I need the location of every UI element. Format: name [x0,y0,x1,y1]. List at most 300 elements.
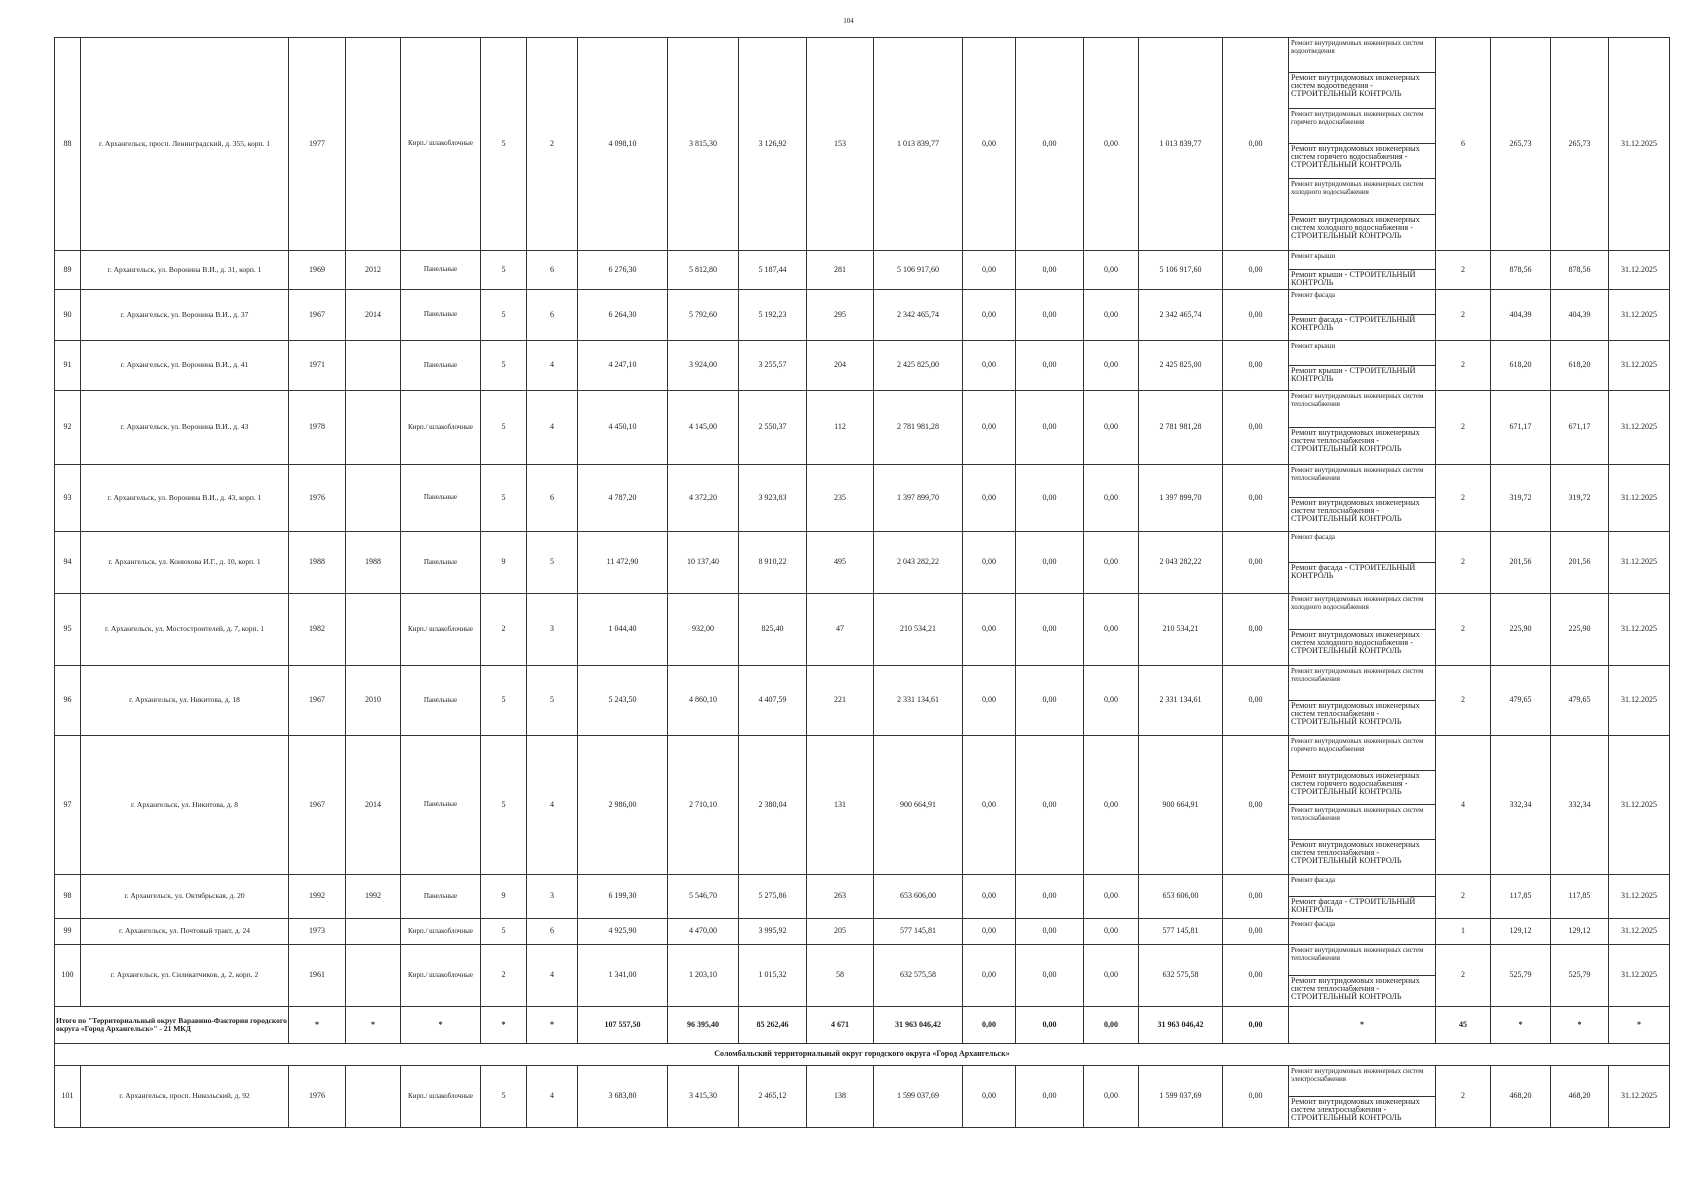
unit-cost-cell: 479,65 [1491,666,1551,736]
fund-share-cell: 0,00 [963,945,1016,1007]
row-number: 88 [55,38,81,251]
region-share-cell: 0,00 [1016,945,1084,1007]
entrances-cell: 6 [527,251,578,290]
local-share-cell: 0,00 [1084,594,1139,666]
unit-cost-cell: 201,56 [1491,532,1551,594]
other-share-cell: 0,00 [1223,666,1289,736]
work-item: Ремонт фасада [1291,920,1336,928]
unit-cost-cell: 319,72 [1491,465,1551,532]
local-share-cell: 0,00 [1084,290,1139,341]
fund-share-cell: 0,00 [963,666,1016,736]
address-cell: г. Архангельск, ул. Никитова, д. 18 [81,666,289,736]
owners-share-cell: 2 043 282,22 [1139,532,1223,594]
entrances-cell: 4 [527,341,578,391]
year-built-cell: 1967 [289,290,346,341]
entrances-cell: 5 [527,532,578,594]
total-label: Итого по "Территориальный округ Варавино-Фактория городского округа «Город Архангельск»" - 21 МКД [55,1007,289,1044]
area-total-cell: 4 247,10 [578,341,668,391]
wall-material-cell: Панельные [401,341,481,391]
floors-cell: 2 [481,594,527,666]
entrances-cell: 4 [527,1066,578,1128]
deadline-cell: 31.12.2025 [1609,875,1670,919]
deadline-cell: 31.12.2025 [1609,1066,1670,1128]
year-built-cell: 1988 [289,532,346,594]
local-share-cell: 0,00 [1084,465,1139,532]
row-number: 98 [55,875,81,919]
table-row [55,341,1670,391]
area-living-cell: 4 145,00 [668,391,739,465]
wall-material-cell: Панельные [401,875,481,919]
unit-cost-cell: 404,39 [1491,290,1551,341]
entrances-cell: 4 [527,945,578,1007]
local-share-cell: 0,00 [1084,666,1139,736]
deadline-cell: 31.12.2025 [1609,736,1670,875]
residents-cell: 138 [807,1066,874,1128]
region-share-cell: 0,00 [1016,391,1084,465]
works-list [1289,919,1436,945]
area-residential-cell: 5 187,44 [739,251,807,290]
total-star: * [1491,1007,1551,1044]
wall-material-cell: Панельные [401,290,481,341]
deadline-cell: 31.12.2025 [1609,666,1670,736]
work-item: Ремонт фасада [1289,290,1435,315]
cost-total-cell: 2 781 981,28 [874,391,963,465]
table-row [55,532,1670,594]
fund-share-cell: 0,00 [963,341,1016,391]
local-share-cell: 0,00 [1084,875,1139,919]
cost-total-cell: 2 043 282,22 [874,532,963,594]
unit-cost-cell: 129,12 [1491,919,1551,945]
owners-share-cell: 632 575,58 [1139,945,1223,1007]
row-number: 94 [55,532,81,594]
year-built-cell: 1967 [289,736,346,875]
local-share-cell: 0,00 [1084,919,1139,945]
work-item: Ремонт крыши - СТРОИТЕЛЬНЫЙ КОНТРОЛЬ [1291,365,1416,383]
area-residential-cell: 8 910,22 [739,532,807,594]
wall-material-cell: Панельные [401,666,481,736]
works-count-cell: 2 [1436,251,1491,290]
residents-cell: 205 [807,919,874,945]
total-region: 0,00 [1016,1007,1084,1044]
floors-cell: 5 [481,341,527,391]
unit-cost-cell: 525,79 [1491,945,1551,1007]
local-share-cell: 0,00 [1084,251,1139,290]
year-built-cell: 1976 [289,465,346,532]
unit-limit-cell: 468,20 [1551,1066,1609,1128]
entrances-cell: 4 [527,391,578,465]
works-count-cell: 2 [1436,945,1491,1007]
residents-cell: 204 [807,341,874,391]
other-share-cell: 0,00 [1223,38,1289,251]
wall-material-cell: Кирп./ шлакоблочные [401,594,481,666]
work-item: Ремонт внутридомовых инженерных систем теплоснабжения [1289,391,1435,428]
works-count-cell: 4 [1436,736,1491,875]
works-list [1289,465,1436,532]
owners-share-cell: 1 397 899,70 [1139,465,1223,532]
other-share-cell: 0,00 [1223,341,1289,391]
unit-limit-cell: 129,12 [1551,919,1609,945]
deadline-cell: 31.12.2025 [1609,290,1670,341]
cost-total-cell: 653 606,00 [874,875,963,919]
work-item: Ремонт внутридомовых инженерных систем теплоснабжения [1289,945,1435,976]
works-count-cell: 6 [1436,38,1491,251]
owners-share-cell: 2 781 981,28 [1139,391,1223,465]
year-repair-cell: 2012 [346,251,401,290]
floors-cell: 2 [481,945,527,1007]
area-residential-cell: 5 192,23 [739,290,807,341]
year-built-cell: 1992 [289,875,346,919]
residents-cell: 235 [807,465,874,532]
area-total-cell: 4 098,10 [578,38,668,251]
cost-total-cell: 2 425 825,00 [874,341,963,391]
other-share-cell: 0,00 [1223,736,1289,875]
unit-limit-cell: 878,56 [1551,251,1609,290]
works-list [1289,736,1436,875]
unit-cost-cell: 618,20 [1491,341,1551,391]
residents-cell: 295 [807,290,874,341]
year-repair-cell [346,391,401,465]
address-cell: г. Архангельск, просп. Никольский, д. 92 [81,1066,289,1128]
work-item: Ремонт внутридомовых инженерных систем горячего водоснабжения [1289,736,1435,771]
work-item: Ремонт внутридомовых инженерных систем теплоснабжения [1289,465,1435,498]
deadline-cell: 31.12.2025 [1609,391,1670,465]
residents-cell: 112 [807,391,874,465]
area-total-cell: 6 264,30 [578,290,668,341]
address-cell: г. Архангельск, просп. Ленинградский, д. 355, корп. 1 [81,38,289,251]
work-item: Ремонт внутридомовых инженерных систем холодного водоснабжения [1289,594,1435,630]
cost-total-cell: 2 331 134,61 [874,666,963,736]
area-living-cell: 932,00 [668,594,739,666]
row-number: 92 [55,391,81,465]
work-item: Ремонт внутридомовых инженерных систем холодного водоснабжения [1289,179,1435,214]
total-star: * [481,1007,527,1044]
residents-cell: 58 [807,945,874,1007]
works-count-cell: 1 [1436,919,1491,945]
work-item: Ремонт крыши - СТРОИТЕЛЬНЫЙ КОНТРОЛЬ [1291,270,1416,287]
owners-share-cell: 653 606,00 [1139,875,1223,919]
other-share-cell: 0,00 [1223,945,1289,1007]
owners-share-cell: 1 599 037,69 [1139,1066,1223,1128]
owners-share-cell: 2 425 825,00 [1139,341,1223,391]
total-cost: 31 963 046,42 [874,1007,963,1044]
year-built-cell: 1971 [289,341,346,391]
wall-material-cell: Кирп./ шлакоблочные [401,1066,481,1128]
area-residential-cell: 3 923,83 [739,465,807,532]
works-count-cell: 2 [1436,532,1491,594]
wall-material-cell: Кирп./ шлакоблочные [401,38,481,251]
address-cell: г. Архангельск, ул. Силикатчиков, д. 2, корп. 2 [81,945,289,1007]
owners-share-cell: 210 534,21 [1139,594,1223,666]
works-list [1289,251,1436,290]
year-repair-cell [346,1066,401,1128]
entrances-cell: 6 [527,465,578,532]
residents-cell: 495 [807,532,874,594]
section-row [55,1044,1670,1066]
other-share-cell: 0,00 [1223,875,1289,919]
unit-limit-cell: 618,20 [1551,341,1609,391]
works-list [1289,391,1436,465]
address-cell: г. Архангельск, ул. Конюхова И.Г., д. 10, корп. 1 [81,532,289,594]
total-owners: 31 963 046,42 [1139,1007,1223,1044]
floors-cell: 9 [481,875,527,919]
cost-total-cell: 2 342 465,74 [874,290,963,341]
floors-cell: 5 [481,736,527,875]
region-share-cell: 0,00 [1016,875,1084,919]
year-repair-cell: 2014 [346,736,401,875]
area-living-cell: 3 815,30 [668,38,739,251]
table-row [55,666,1670,736]
year-repair-cell [346,945,401,1007]
work-item: Ремонт внутридомовых инженерных систем теплоснабжения - СТРОИТЕЛЬНЫЙ КОНТРОЛЬ [1291,975,1420,1001]
total-star: * [346,1007,401,1044]
works-list [1289,532,1436,594]
unit-limit-cell: 332,34 [1551,736,1609,875]
area-living-cell: 1 203,10 [668,945,739,1007]
cost-total-cell: 577 145,81 [874,919,963,945]
works-count-cell: 2 [1436,391,1491,465]
total-area-residential: 85 262,46 [739,1007,807,1044]
area-residential-cell: 825,40 [739,594,807,666]
row-number: 100 [55,945,81,1007]
cost-total-cell: 1 599 037,69 [874,1066,963,1128]
total-row [55,1007,1670,1044]
table-row [55,919,1670,945]
deadline-cell: 31.12.2025 [1609,38,1670,251]
total-star: * [527,1007,578,1044]
entrances-cell: 2 [527,38,578,251]
table-row [55,391,1670,465]
unit-cost-cell: 265,73 [1491,38,1551,251]
cost-total-cell: 900 664,91 [874,736,963,875]
fund-share-cell: 0,00 [963,38,1016,251]
work-item: Ремонт внутридомовых инженерных систем теплоснабжения - СТРОИТЕЛЬНЫЙ КОНТРОЛЬ [1291,700,1420,726]
address-cell: г. Архангельск, ул. Воронина В.И., д. 43, корп. 1 [81,465,289,532]
area-residential-cell: 4 407,59 [739,666,807,736]
year-repair-cell [346,594,401,666]
floors-cell: 5 [481,919,527,945]
table-row [55,736,1670,875]
floors-cell: 5 [481,1066,527,1128]
floors-cell: 5 [481,391,527,465]
entrances-cell: 3 [527,594,578,666]
year-repair-cell: 1988 [346,532,401,594]
area-residential-cell: 3 126,92 [739,38,807,251]
area-living-cell: 4 860,10 [668,666,739,736]
works-count-cell: 2 [1436,875,1491,919]
region-share-cell: 0,00 [1016,1066,1084,1128]
region-share-cell: 0,00 [1016,290,1084,341]
works-list [1289,945,1436,1007]
work-item: Ремонт крыши [1289,341,1435,366]
work-item: Ремонт фасада [1289,532,1435,563]
address-cell: г. Архангельск, ул. Никитова, д. 8 [81,736,289,875]
unit-cost-cell: 332,34 [1491,736,1551,875]
area-living-cell: 2 710,10 [668,736,739,875]
total-fund: 0,00 [963,1007,1016,1044]
region-share-cell: 0,00 [1016,465,1084,532]
year-built-cell: 1973 [289,919,346,945]
works-list [1289,666,1436,736]
local-share-cell: 0,00 [1084,736,1139,875]
year-repair-cell: 1992 [346,875,401,919]
work-item: Ремонт внутридомовых инженерных систем теплоснабжения - СТРОИТЕЛЬНЫЙ КОНТРОЛЬ [1291,427,1420,453]
work-item: Ремонт внутридомовых инженерных систем водоотведения - СТРОИТЕЛЬНЫЙ КОНТРОЛЬ [1289,73,1435,108]
owners-share-cell: 5 106 917,60 [1139,251,1223,290]
owners-share-cell: 577 145,81 [1139,919,1223,945]
address-cell: г. Архангельск, ул. Почтовый тракт, д. 24 [81,919,289,945]
works-list [1289,290,1436,341]
other-share-cell: 0,00 [1223,1066,1289,1128]
area-total-cell: 3 683,80 [578,1066,668,1128]
wall-material-cell: Кирп./ шлакоблочные [401,391,481,465]
cost-total-cell: 210 534,21 [874,594,963,666]
works-count-cell: 2 [1436,666,1491,736]
unit-limit-cell: 525,79 [1551,945,1609,1007]
fund-share-cell: 0,00 [963,290,1016,341]
area-living-cell: 5 546,70 [668,875,739,919]
area-total-cell: 5 243,50 [578,666,668,736]
year-built-cell: 1982 [289,594,346,666]
other-share-cell: 0,00 [1223,251,1289,290]
area-residential-cell: 3 995,92 [739,919,807,945]
page-number: 104 [843,17,854,25]
region-share-cell: 0,00 [1016,919,1084,945]
area-residential-cell: 1 015,32 [739,945,807,1007]
work-item: Ремонт фасада - СТРОИТЕЛЬНЫЙ КОНТРОЛЬ [1291,896,1416,914]
unit-limit-cell: 479,65 [1551,666,1609,736]
year-built-cell: 1961 [289,945,346,1007]
other-share-cell: 0,00 [1223,594,1289,666]
total-residents: 4 671 [807,1007,874,1044]
table-row [55,290,1670,341]
fund-share-cell: 0,00 [963,251,1016,290]
total-works-count: 45 [1436,1007,1491,1044]
unit-limit-cell: 265,73 [1551,38,1609,251]
deadline-cell: 31.12.2025 [1609,251,1670,290]
cost-total-cell: 5 106 917,60 [874,251,963,290]
entrances-cell: 5 [527,666,578,736]
floors-cell: 5 [481,290,527,341]
work-item: Ремонт внутридомовых инженерных систем электроснабжения [1289,1066,1435,1097]
address-cell: г. Архангельск, ул. Воронина В.И., д. 31, корп. 1 [81,251,289,290]
residents-cell: 281 [807,251,874,290]
floors-cell: 5 [481,465,527,532]
other-share-cell: 0,00 [1223,391,1289,465]
area-total-cell: 2 986,00 [578,736,668,875]
unit-cost-cell: 878,56 [1491,251,1551,290]
unit-cost-cell: 225,90 [1491,594,1551,666]
work-item: Ремонт внутридомовых инженерных систем горячего водоснабжения - СТРОИТЕЛЬНЫЙ КОНТРОЛЬ [1289,144,1435,179]
deadline-cell: 31.12.2025 [1609,919,1670,945]
unit-cost-cell: 671,17 [1491,391,1551,465]
fund-share-cell: 0,00 [963,391,1016,465]
works-count-cell: 2 [1436,465,1491,532]
unit-limit-cell: 319,72 [1551,465,1609,532]
works-list [1289,594,1436,666]
works-list [1289,1066,1436,1128]
total-area-total: 107 557,50 [578,1007,668,1044]
local-share-cell: 0,00 [1084,391,1139,465]
work-item: Ремонт фасада - СТРОИТЕЛЬНЫЙ КОНТРОЛЬ [1291,315,1416,332]
year-built-cell: 1976 [289,1066,346,1128]
total-star: * [1609,1007,1670,1044]
area-residential-cell: 3 255,57 [739,341,807,391]
area-living-cell: 4 470,00 [668,919,739,945]
work-item: Ремонт фасада [1289,875,1435,897]
table-row [55,465,1670,532]
unit-cost-cell: 117,85 [1491,875,1551,919]
row-number: 95 [55,594,81,666]
area-living-cell: 5 792,60 [668,290,739,341]
other-share-cell: 0,00 [1223,919,1289,945]
work-item: Ремонт внутридомовых инженерных систем горячего водоснабжения - СТРОИТЕЛЬНЫЙ КОНТРОЛЬ [1289,771,1435,806]
works-count-cell: 2 [1436,594,1491,666]
unit-limit-cell: 404,39 [1551,290,1609,341]
work-item: Ремонт внутридомовых инженерных систем электроснабжения - СТРОИТЕЛЬНЫЙ КОНТРОЛЬ [1291,1096,1420,1122]
local-share-cell: 0,00 [1084,532,1139,594]
wall-material-cell: Кирп./ шлакоблочные [401,945,481,1007]
table-row [55,1066,1670,1128]
area-total-cell: 4 925,90 [578,919,668,945]
owners-share-cell: 2 331 134,61 [1139,666,1223,736]
table-row [55,38,1670,251]
owners-share-cell: 900 664,91 [1139,736,1223,875]
local-share-cell: 0,00 [1084,38,1139,251]
year-repair-cell [346,919,401,945]
floors-cell: 5 [481,251,527,290]
region-share-cell: 0,00 [1016,341,1084,391]
deadline-cell: 31.12.2025 [1609,341,1670,391]
region-share-cell: 0,00 [1016,666,1084,736]
owners-share-cell: 2 342 465,74 [1139,290,1223,341]
residents-cell: 263 [807,875,874,919]
work-item: Ремонт внутридомовых инженерных систем холодного водоснабжения - СТРОИТЕЛЬНЫЙ КОНТРОЛЬ [1291,214,1420,240]
total-star: * [1551,1007,1609,1044]
area-living-cell: 5 812,80 [668,251,739,290]
row-number: 91 [55,341,81,391]
unit-cost-cell: 468,20 [1491,1066,1551,1128]
area-total-cell: 6 199,30 [578,875,668,919]
work-item: Ремонт внутридомовых инженерных систем теплоснабжения - СТРОИТЕЛЬНЫЙ КОНТРОЛЬ [1291,839,1420,865]
region-share-cell: 0,00 [1016,38,1084,251]
area-residential-cell: 5 275,86 [739,875,807,919]
section-title: Соломбальский территориальный округ городского округа «Город Архангельск» [55,1044,1670,1066]
wall-material-cell: Кирп./ шлакоблочные [401,919,481,945]
works-list [1289,875,1436,919]
total-area-living: 96 395,40 [668,1007,739,1044]
fund-share-cell: 0,00 [963,1066,1016,1128]
cost-total-cell: 1 013 839,77 [874,38,963,251]
work-item: Ремонт внутридомовых инженерных систем теплоснабжения [1289,805,1435,840]
year-repair-cell [346,38,401,251]
deadline-cell: 31.12.2025 [1609,594,1670,666]
year-built-cell: 1977 [289,38,346,251]
fund-share-cell: 0,00 [963,919,1016,945]
region-share-cell: 0,00 [1016,251,1084,290]
area-total-cell: 4 787,20 [578,465,668,532]
cost-total-cell: 1 397 899,70 [874,465,963,532]
year-built-cell: 1967 [289,666,346,736]
local-share-cell: 0,00 [1084,341,1139,391]
year-built-cell: 1969 [289,251,346,290]
year-repair-cell [346,341,401,391]
area-living-cell: 4 372,20 [668,465,739,532]
region-share-cell: 0,00 [1016,736,1084,875]
row-number: 99 [55,919,81,945]
area-living-cell: 3 415,30 [668,1066,739,1128]
works-count-cell: 2 [1436,1066,1491,1128]
table-row [55,945,1670,1007]
